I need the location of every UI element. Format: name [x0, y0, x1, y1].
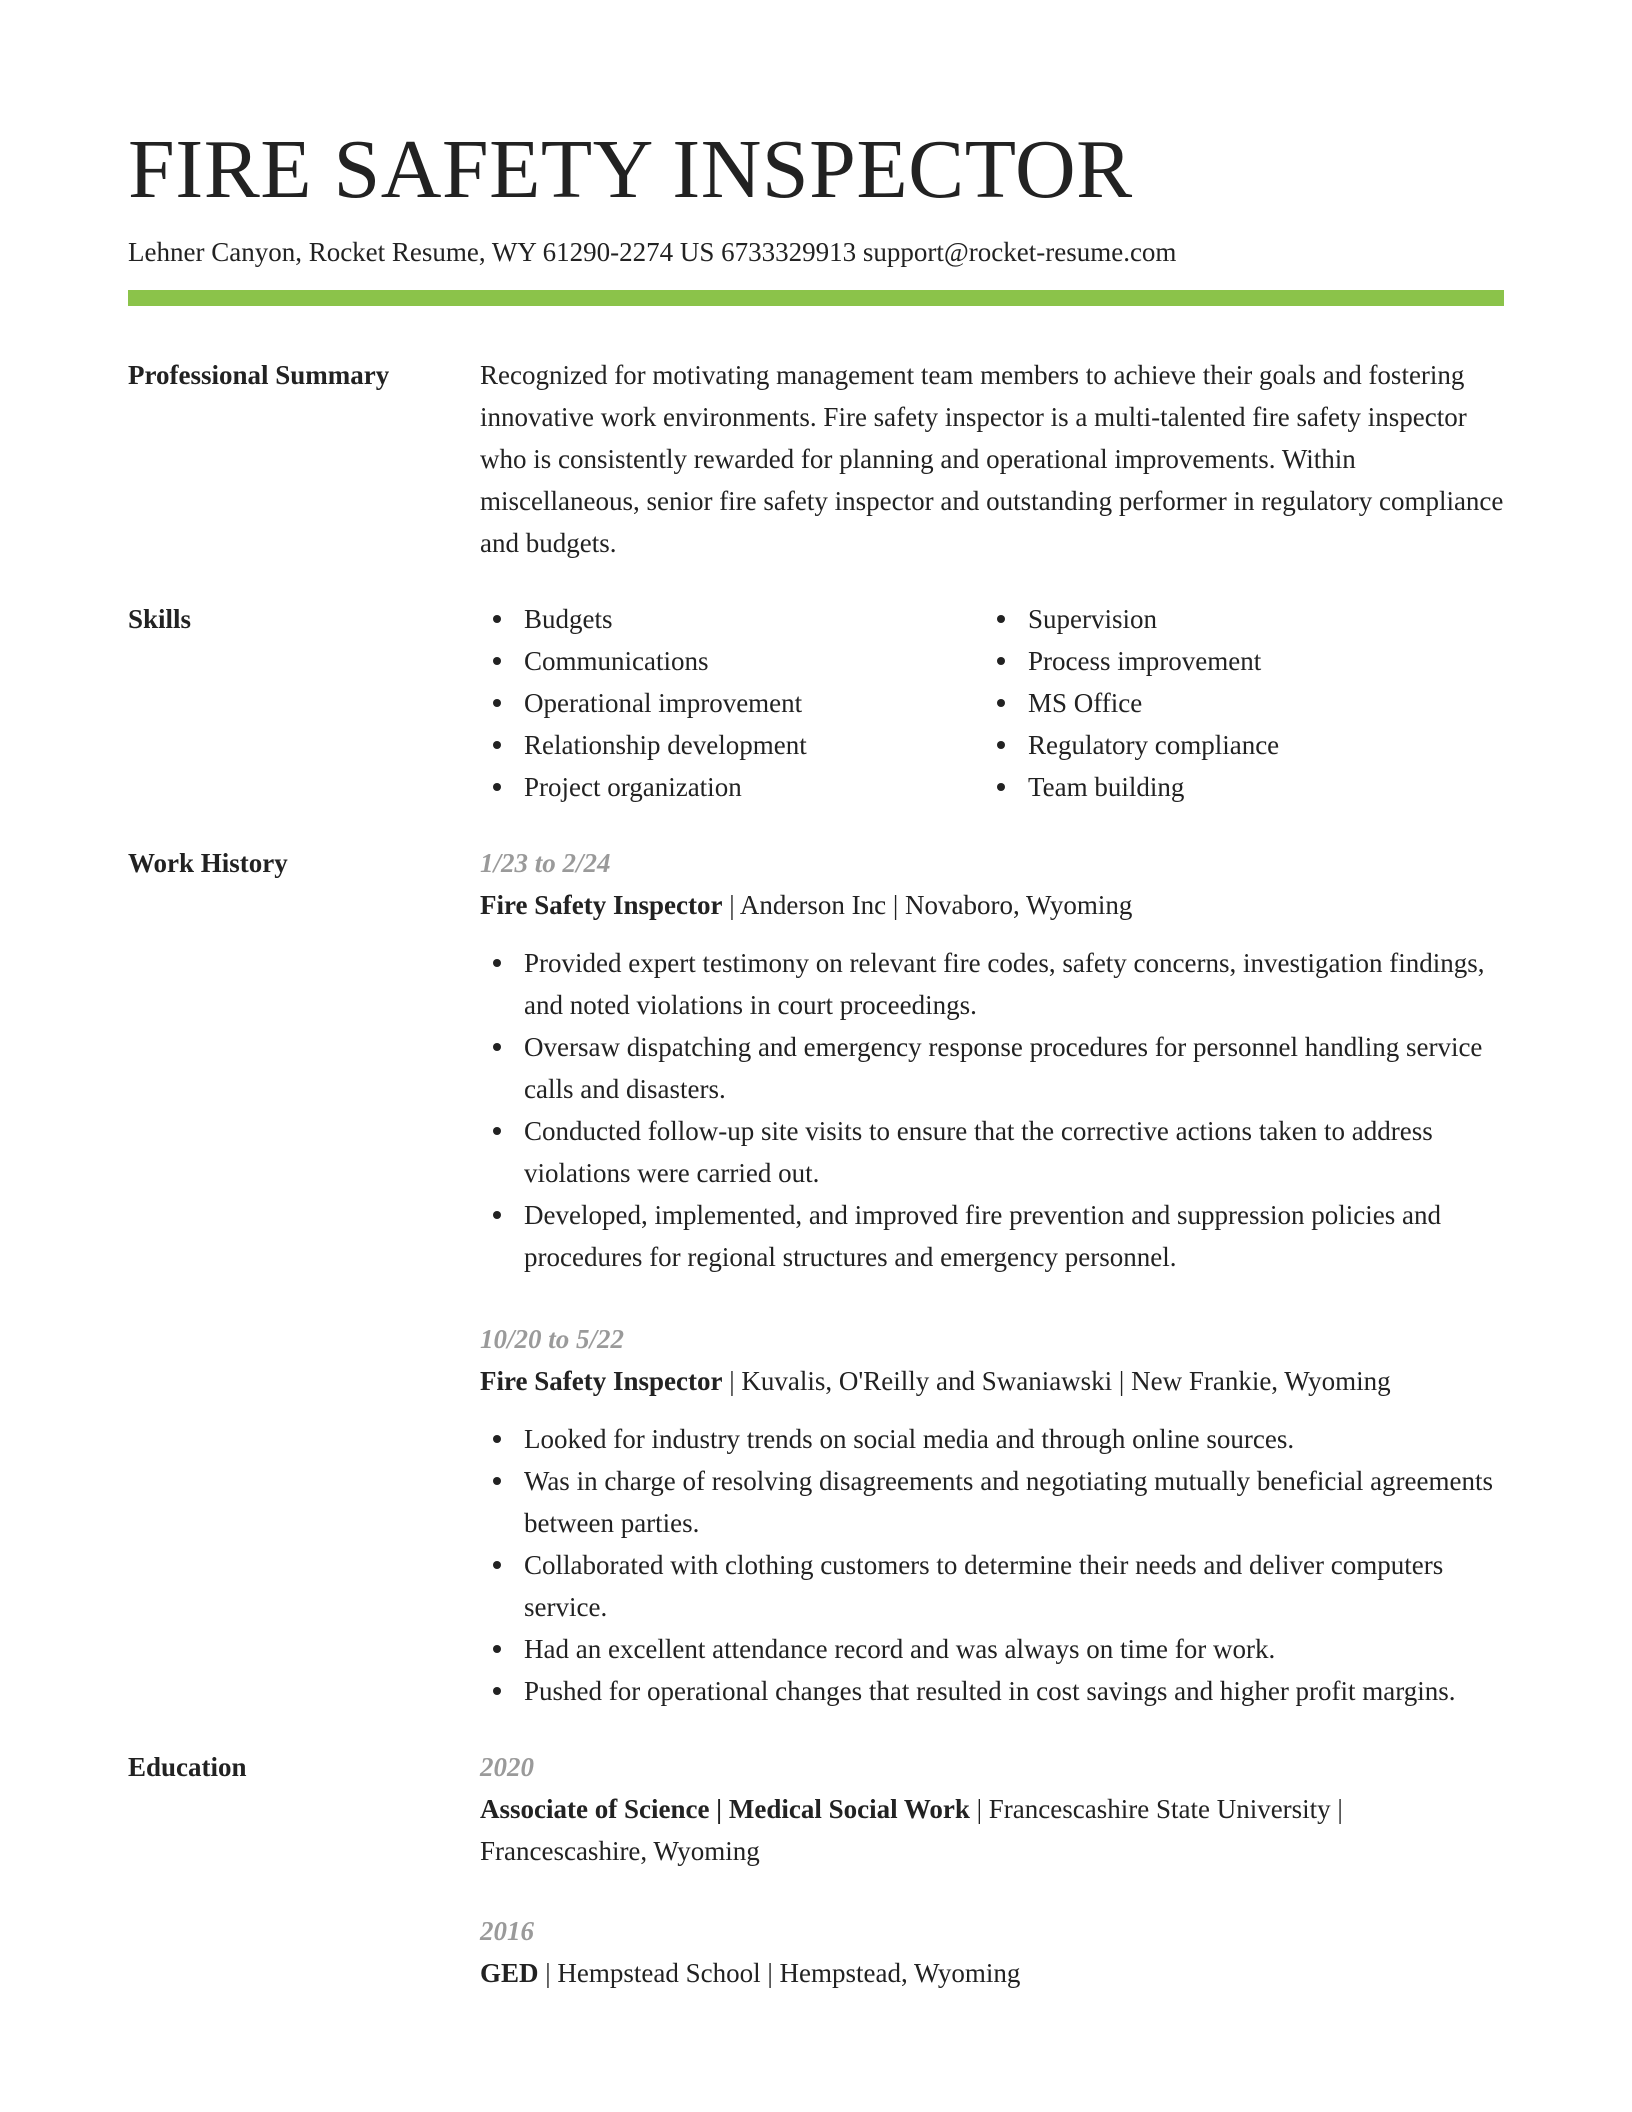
skill-item: MS Office	[984, 682, 1488, 724]
education-details: | Francescashire State University | Francescashire, Wyoming	[480, 1794, 1343, 1866]
job-bullets	[480, 942, 1504, 1278]
section-title-skills: Skills	[128, 604, 192, 634]
education-year: 2020	[480, 1752, 534, 1782]
education-heading	[480, 1952, 1504, 1994]
skills-column-right	[984, 598, 1488, 808]
job-bullet: Developed, implemented, and improved fire prevention and suppression policies and procedures for regional structures and emergency personnel.	[480, 1194, 1504, 1278]
job-entry	[480, 842, 1504, 1278]
job-bullets	[480, 1418, 1504, 1712]
section-skills	[128, 598, 1504, 808]
contact-line: Lehner Canyon, Rocket Resume, WY 61290-2274 US 6733329913 support@rocket-resume.com	[128, 237, 1177, 267]
job-role: Fire Safety Inspector	[480, 1366, 723, 1396]
section-title-education: Education	[128, 1752, 247, 1782]
education-year: 2016	[480, 1916, 534, 1946]
job-entry	[480, 1318, 1504, 1712]
job-bullet: Collaborated with clothing customers to determine their needs and deliver computers service.	[480, 1544, 1504, 1628]
job-bullet: Was in charge of resolving disagreements and negotiating mutually beneficial agreements between parties.	[480, 1460, 1504, 1544]
section-education	[128, 1746, 1504, 1994]
job-details: | Kuvalis, O'Reilly and Swaniawski | New Frankie, Wyoming	[722, 1366, 1391, 1396]
skill-item: Relationship development	[480, 724, 984, 766]
job-bullet: Pushed for operational changes that resulted in cost savings and higher profit margins.	[480, 1670, 1504, 1712]
skill-item: Regulatory compliance	[984, 724, 1488, 766]
resume-page	[128, 118, 1504, 1994]
job-role: Fire Safety Inspector	[480, 890, 723, 920]
skill-item: Process improvement	[984, 640, 1488, 682]
section-title-work: Work History	[128, 848, 288, 878]
education-entry	[480, 1910, 1504, 1994]
job-bullet: Conducted follow-up site visits to ensure that the corrective actions taken to address violations were carried out.	[480, 1110, 1504, 1194]
section-title-summary: Professional Summary	[128, 360, 390, 390]
education-entries	[480, 1746, 1504, 1994]
summary-text: Recognized for motivating management team members to achieve their goals and fostering innovative work environments. Fire safety inspector is a multi-talented fire safety inspector who is consistently rewarded for planning and operational improvements. Within miscellaneous, senior fire safety inspector and outstanding performer in regulatory compliance and budgets.	[480, 360, 1504, 558]
education-degree: Associate of Science | Medical Social Work	[480, 1794, 970, 1824]
education-details: | Hempstead School | Hempstead, Wyoming	[538, 1958, 1021, 1988]
job-dates: 10/20 to 5/22	[480, 1324, 625, 1354]
education-degree: GED	[480, 1958, 539, 1988]
job-bullet: Had an excellent attendance record and was always on time for work.	[480, 1628, 1504, 1670]
job-details: | Anderson Inc | Novaboro, Wyoming	[722, 890, 1133, 920]
job-bullet: Oversaw dispatching and emergency response procedures for personnel handling service calls and disasters.	[480, 1026, 1504, 1110]
skill-item: Operational improvement	[480, 682, 984, 724]
skill-item: Team building	[984, 766, 1488, 808]
job-bullet: Looked for industry trends on social media and through online sources.	[480, 1418, 1504, 1460]
education-heading	[480, 1788, 1504, 1872]
candidate-title: FIRE SAFETY INSPECTOR	[128, 123, 1133, 216]
job-heading	[480, 884, 1504, 926]
skill-item: Budgets	[480, 598, 984, 640]
section-professional-summary	[128, 354, 1504, 564]
skills-grid	[480, 598, 1504, 808]
skill-item: Communications	[480, 640, 984, 682]
accent-divider	[128, 290, 1504, 306]
skill-item: Supervision	[984, 598, 1488, 640]
section-work-history	[128, 842, 1504, 1712]
education-entry	[480, 1746, 1504, 1872]
job-heading	[480, 1360, 1504, 1402]
skills-column-left	[480, 598, 984, 808]
skill-item: Project organization	[480, 766, 984, 808]
job-dates: 1/23 to 2/24	[480, 848, 611, 878]
job-bullet: Provided expert testimony on relevant fire codes, safety concerns, investigation findings, and noted violations in court proceedings.	[480, 942, 1504, 1026]
work-entries	[480, 842, 1504, 1712]
